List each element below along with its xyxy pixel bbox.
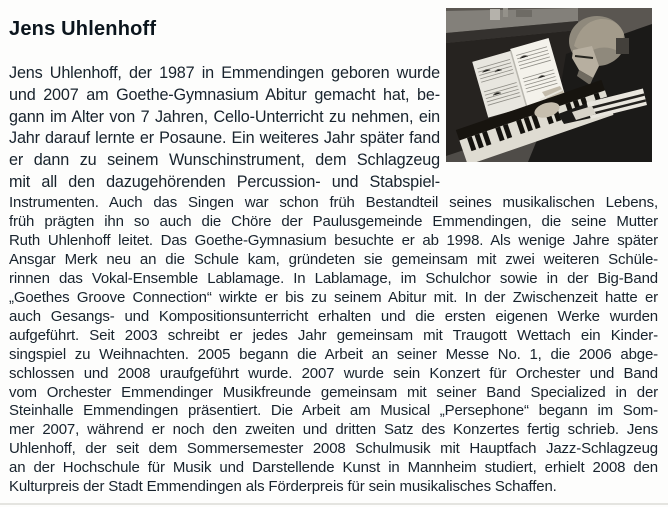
pianist-photo-illustration <box>446 8 652 162</box>
text-line: vom Orchester Emmendinger Musikfreunde gemeinsam mit seiner Band Specialized in der <box>9 383 658 401</box>
text-line: Jens Uhlenhoff, der 1987 in Emmendingen geboren wurde <box>9 64 440 82</box>
text-line: Ansgar Merk neu an die Schule kam, gründeten sie gemeinsam mit zwei weiteren Schüle- <box>9 250 658 268</box>
biography-text-full-width <box>9 194 658 497</box>
biography-text-narrow-column <box>9 63 440 194</box>
text-line: und 2007 am Goethe-Gymnasium Abitur gemacht hat, be- <box>9 85 440 104</box>
page-title: Jens Uhlenhoff <box>9 18 157 41</box>
text-line: mer 2007, während er noch den zweiten und dritten Satz des Konzertes fertig schrieb. Jens <box>9 421 658 439</box>
scan-edge-artifact <box>0 503 668 505</box>
text-line: er dann zu seinem Wunschinstrument, dem Schlagzeug <box>9 151 440 170</box>
text-line: aufgeführt. Seit 2003 schreibt er jedes Jahr gemeinsam mit Traugott Wettach ein Kinder- <box>9 326 658 344</box>
text-line: Uhlenhoff, der seit dem Sommersemester 2008 Schulmusik mit Hauptfach Jazz-Schlagzeug <box>9 440 658 458</box>
text-line: „Goethes Groove Connection“ wirkte er bis zu seinem Abitur mit. In der Zwischenzeit hatte er <box>9 288 658 306</box>
text-line: rinnen das Vokal-Ensemble Lablamage. In Lablamage, im Schulchor sowie in der Big-Band <box>9 269 658 287</box>
text-line: früh prägten ihn so auch die Chöre der Paulusgemeinde Emmendingen, die seine Mutter <box>9 212 658 230</box>
text-line: an der Hochschule für Musik und Darstellende Kunst in Mannheim studiert, erhielt 2008 den <box>9 459 658 477</box>
text-line: mit all den dazugehörenden Percussion- und Stabspiel- <box>9 172 440 191</box>
text-line: Steinhalle Emmendingen präsentiert. Die Arbeit am Musical „Persephone“ begann im Som- <box>9 402 658 420</box>
text-line: auch Gesangs- und Kompositionsunterricht erhalten und die ersten eigenen Werke wurden <box>9 307 658 325</box>
text-line: schlossen und 2008 uraufgeführt wurde. 2007 wurde sein Konzert für Orchester und Band <box>9 364 658 382</box>
ear-shadow <box>616 38 629 54</box>
text-line: singspiel zu Weihnachten. 2005 begann die Arbeit an seiner Messe No. 1, die 2006 abge- <box>9 345 658 363</box>
text-line: Kulturpreis der Stadt Emmendingen als Förderpreis für sein musikalisches Schaffen. <box>9 478 557 496</box>
text-line: Instrumenten. Auch das Singen war schon früh Bestandteil seines musikalischen Lebens, <box>9 194 658 211</box>
text-line: Ruth Uhlenhoff leitet. Das Goethe-Gymnasium besuchte er ab 1998. Als wenige Jahre später <box>9 231 658 249</box>
text-line: Jahr darauf lernte er Posaune. Ein weiteres Jahr später fand <box>9 129 440 148</box>
portrait-photo <box>446 8 652 162</box>
text-line: gann im Alter von 7 Jahren, Cello-Unterricht zu nehmen, ein <box>9 107 440 126</box>
